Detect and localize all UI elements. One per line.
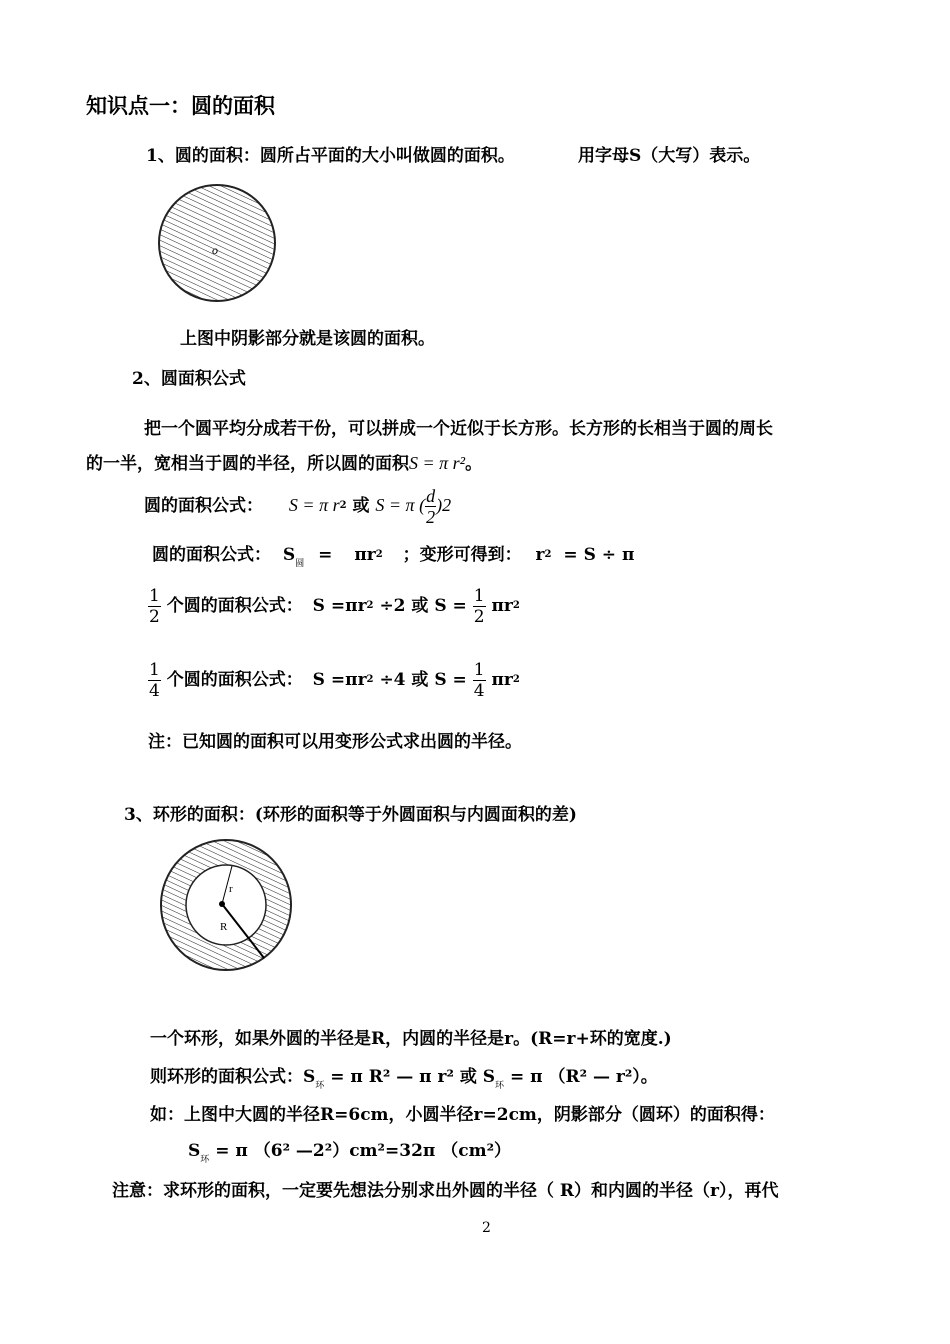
- inner-radius-label: r: [229, 883, 233, 895]
- page-number: 2: [482, 1220, 491, 1236]
- inner-circle: [186, 865, 266, 945]
- formula2-r2: r: [535, 545, 545, 565]
- formula2-s: S: [282, 545, 296, 565]
- section2-para-line1: 把一个圆平均分成若干份，可以拼成一个近似于长方形。长方形的长相当于圆的周长: [144, 419, 773, 439]
- section2-para-line2-text: 的一半，宽相当于圆的半径，所以圆的面积: [86, 454, 409, 474]
- section3-title: 3、环形的面积：(环形的面积等于外圆面积与内圆面积的差): [124, 805, 577, 825]
- formula2-pi: π: [354, 545, 367, 565]
- half-fraction2: $\frac{1}{2}$: [473, 586, 485, 627]
- ring-figure: [154, 836, 298, 974]
- formula2-pi2: π: [621, 545, 635, 565]
- quarter-circle-formula-row: $\frac{1}{4}$ 个圆的面积公式： S =πr2 ÷4 或 S = $\frac{1}{4}$ πr2: [149, 660, 520, 701]
- circle-center-label: o: [212, 243, 218, 257]
- formula2-r: r: [366, 545, 376, 565]
- formula2-label: 圆的面积公式：: [152, 545, 271, 565]
- section2-title: 2、圆面积公式: [132, 369, 246, 389]
- formula2-rhs: = S ÷: [563, 545, 617, 565]
- formula2-sub: 圆: [295, 559, 305, 569]
- page-heading: 知识点一：圆的面积: [86, 93, 275, 118]
- formula2-row: 圆的面积公式： $S_圆 = \pi r2$ ；变形可得到： r2 = S ÷ π: [152, 545, 635, 569]
- formula1-c: )2: [436, 495, 452, 515]
- ring-line5: 注意：求环形的面积，一定要先想法分别求出外圆的半径（ R）和内圆的半径（r），再代: [112, 1181, 779, 1201]
- area-formula-inline: S = π r²: [409, 453, 466, 473]
- quarter-b: ÷4 或 S =: [379, 670, 467, 690]
- half-fraction: $\frac{1}{2}$: [149, 586, 160, 627]
- section2-para-line2-end: 。: [465, 454, 483, 474]
- formula1-label: 圆的面积公式：: [144, 496, 263, 516]
- section2-note: 注：已知圆的面积可以用变形公式求出圆的半径。: [148, 732, 522, 752]
- formula1-or: 或: [352, 496, 370, 516]
- half-a: S =: [312, 596, 346, 616]
- formula1-a: S = π r: [288, 495, 340, 515]
- half-circle-formula-row: $\frac{1}{2}$ 个圆的面积公式： S =πr2 ÷2 或 S = $\frac{1}{2}$ πr2: [149, 586, 520, 627]
- formula1-fraction: $\frac{d}{2}$: [426, 486, 436, 527]
- formula2-eq: =: [318, 545, 333, 565]
- section1-title: 1、圆的面积：圆所占平面的大小叫做圆的面积。: [146, 146, 515, 166]
- formula1-b: S = π (: [375, 495, 426, 515]
- section2-para-line2: [86, 449, 482, 474]
- ring-line1: 一个环形，如果外圆的半径是R，内圆的半径是r。(R=r+环的宽度.): [150, 1029, 672, 1049]
- section1-title-tail: 用字母S（大写）表示。: [578, 146, 761, 166]
- ring-line3: 如：上图中大圆的半径R=6cm，小圆半径r=2cm，阴影部分（圆环）的面积得：: [150, 1105, 775, 1125]
- half-b: ÷2 或 S =: [379, 596, 467, 616]
- ring-line2: 则环形的面积公式：$S_环 = \pi$ R² — π r² 或 $S_环 = \pi$ （R² — r²）。: [150, 1067, 658, 1091]
- ring-line4: $S_环 = \pi$ （6² —2²）cm²=32π （cm²）: [188, 1141, 512, 1165]
- outer-radius-label: R: [220, 921, 228, 933]
- shaded-circle-figure: [154, 177, 280, 309]
- half-label: 个圆的面积公式：: [166, 596, 303, 616]
- quarter-fraction: $\frac{1}{4}$: [149, 660, 160, 701]
- formula1-row: 圆的面积公式： S = π r2 或 S = π ( $\frac{d}{2}$ )2: [144, 486, 452, 527]
- quarter-fraction2: $\frac{1}{4}$: [473, 660, 485, 701]
- section1-caption: 上图中阴影部分就是该圆的面积。: [180, 329, 435, 349]
- quarter-a: S =: [312, 670, 346, 690]
- quarter-label: 个圆的面积公式：: [166, 670, 303, 690]
- formula2-transform-label: ；变形可得到：: [402, 545, 522, 565]
